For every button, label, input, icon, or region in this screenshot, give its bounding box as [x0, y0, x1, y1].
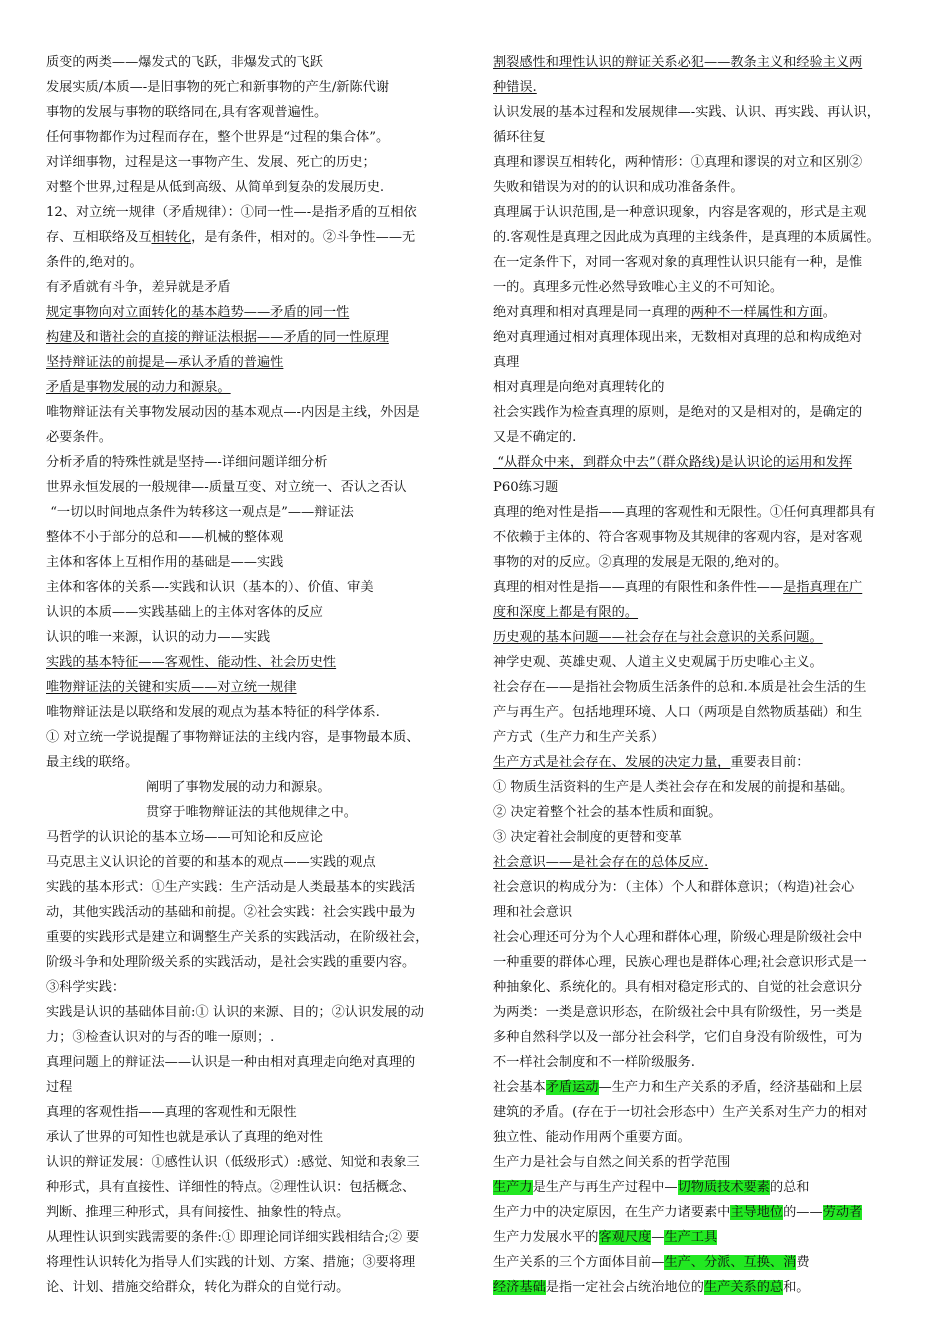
text-segment: 事物的发展与事物的联络同在,具有客观普遍性。: [46, 105, 328, 120]
text-line: [46, 325, 466, 350]
text-segment: 的总和: [769, 1180, 810, 1195]
underlined-text: 规定事物向对立面转化的基本趋势——矛盾的同一性: [46, 305, 350, 320]
underlined-text: 矛盾是事物发展的动力和源泉。: [46, 380, 231, 395]
text-segment: 存、互相联络及互: [46, 230, 152, 245]
text-segment: ① 对立统一学说提醒了事物辩证法的主线内容，是事物最本质、: [46, 730, 420, 745]
text-line: [46, 1150, 466, 1175]
text-line: [46, 1175, 466, 1200]
text-line: [46, 500, 466, 525]
text-segment: 生产力是社会与自然之间关系的哲学范围: [493, 1155, 731, 1170]
text-segment: 最主线的联络。: [46, 755, 139, 770]
text-segment: 认识的辩证发展：①感性认识（低级形式）:感觉、知觉和表象三: [46, 1155, 420, 1170]
text-segment: 整体不小于部分的总和——机械的整体观: [46, 530, 284, 545]
text-line: [46, 550, 466, 575]
text-line: [46, 1050, 466, 1075]
text-line: [493, 800, 913, 825]
text-line: [46, 900, 466, 925]
text-line: [493, 275, 913, 300]
text-segment: 产与再生产。包括地理环境、人口（两项是自然物质基础）和生: [493, 705, 863, 720]
text-segment: 。: [822, 305, 836, 320]
underlined-text: 构建及和谐社会的直接的辩证法根据——矛盾的同一性原理: [46, 330, 389, 345]
text-line: [493, 925, 913, 950]
text-line: [46, 1100, 466, 1125]
text-segment: 质变的两类——爆发式的飞跃，非爆发式的飞跃: [46, 55, 323, 70]
text-line: [493, 775, 913, 800]
text-segment: 主体和客体的关系—-实践和认识（基本的）、价值、审美: [46, 580, 374, 595]
text-segment: 阐明了事物发展的动力和源泉。: [146, 780, 331, 795]
text-segment: —生产力和生产关系的矛盾，经济基础和上层: [598, 1080, 863, 1095]
text-line: [46, 75, 466, 100]
text-segment: 产方式（生产力和生产关系）: [493, 730, 665, 745]
text-segment: 是生产与再生产过程中—: [532, 1180, 678, 1195]
text-segment: 独立性、能动作用两个重要方面。: [493, 1130, 691, 1145]
text-line: [46, 300, 466, 325]
text-line: [46, 250, 466, 275]
left-text-column: [46, 50, 466, 1300]
underlined-text: 实践的基本特征——客观性、能动性、社会历史性: [46, 655, 337, 670]
text-line: [46, 1075, 466, 1100]
text-line: [493, 400, 913, 425]
highlighted-text: 劳动者: [822, 1205, 863, 1220]
text-line: [46, 675, 466, 700]
text-line: [493, 875, 913, 900]
underlined-text: 是指真理在广: [783, 580, 863, 595]
text-line: [493, 575, 913, 600]
text-line: [493, 975, 913, 1000]
text-line: [493, 325, 913, 350]
text-segment: 生产关系的三个方面体目前—: [493, 1255, 665, 1270]
highlighted-text: 生产、分派、互换、消: [664, 1255, 797, 1270]
text-line: [46, 1025, 466, 1050]
text-segment: 绝对真理通过相对真理体现出来，无数相对真理的总和构成绝对: [493, 330, 863, 345]
text-line: [493, 1125, 913, 1150]
text-segment: 事物的对的反应。②真理的发展是无限的,绝对的。: [493, 555, 788, 570]
text-line: [46, 625, 466, 650]
text-line: [493, 650, 913, 675]
text-line: [46, 975, 466, 1000]
right-text-column: [493, 50, 913, 1300]
underlined-text: 生产方式是社会存在、发展的决定力量，: [493, 755, 731, 770]
text-segment: 动，其他实践活动的基础和前提。②社会实践：社会实践中最为: [46, 905, 416, 920]
highlighted-text: 切物质技术要素: [677, 1180, 770, 1195]
underlined-text: 历史观的基本问题——社会存在与社会意识的关系问题。: [493, 630, 823, 645]
text-segment: 判断、推理三种形式，具有间接性、抽象性的特点。: [46, 1205, 350, 1220]
text-segment: 失败和错误为对的的认识和成功准备条件。: [493, 180, 744, 195]
underlined-text: 社会意识——是社会存在的总体反应.: [493, 855, 709, 870]
text-segment: 认识的唯一来源，认识的动力——实践: [46, 630, 271, 645]
text-line: [493, 625, 913, 650]
text-line: [493, 75, 913, 100]
text-segment: 论、计划、措施交给群众，转化为群众的自觉行动。: [46, 1280, 350, 1295]
text-segment: 认识的本质——实践基础上的主体对客体的反应: [46, 605, 323, 620]
text-line: [493, 350, 913, 375]
text-segment: 真理问题上的辩证法——认识是一种由相对真理走向绝对真理的: [46, 1055, 416, 1070]
text-line: [493, 825, 913, 850]
text-line: [46, 100, 466, 125]
text-segment: 马哲学的认识论的基本立场——可知论和反应论: [46, 830, 323, 845]
text-line: [493, 1275, 913, 1300]
text-segment: 种形式，具有直接性、详细性的特点。②理性认识：包括概念、: [46, 1180, 416, 1195]
text-segment: 相对真理是向绝对真理转化的: [493, 380, 665, 395]
text-segment: 建筑的矛盾。(存在于一切社会形态中）生产关系对生产力的相对: [493, 1105, 868, 1120]
highlighted-text: 客观尺度: [598, 1230, 652, 1245]
underlined-text: 割裂感性和理性认识的辩证关系必犯——教条主义和经验主义两: [493, 55, 863, 70]
text-segment: ① 物质生活资料的生产是人类社会存在和发展的前提和基础。: [493, 780, 854, 795]
text-line: [46, 375, 466, 400]
highlighted-text: 生产力: [493, 1180, 533, 1195]
text-segment: 12、对立统一规律（矛盾规律）：①同一性—-是指矛盾的互相依: [46, 205, 417, 220]
text-segment: “一切以时间地点条件为转移这一观点是”——辩证法: [46, 505, 354, 520]
text-segment: 一的。真理多元性必然导致唯心主义的不可知论。: [493, 280, 784, 295]
text-segment: 必要条件。: [46, 430, 112, 445]
text-segment: 理和社会意识: [493, 905, 573, 920]
text-line: [493, 900, 913, 925]
text-segment: 社会意识的构成分为：（主体）个人和群体意识；（构造)社会心: [493, 880, 855, 895]
text-segment: 的.客观性是真理之因此成为真理的主线条件，是真理的本质属性。: [493, 230, 880, 245]
text-segment: 真理的客观性指——真理的客观性和无限性: [46, 1105, 297, 1120]
text-line: [46, 950, 466, 975]
text-segment: 神学史观、英雄史观、人道主义史观属于历史唯心主义。: [493, 655, 823, 670]
text-segment: 真理的相对性是指——真理的有限性和条件性——: [493, 580, 784, 595]
text-segment: 社会存在——是指社会物质生活条件的总和.本质是社会生活的生: [493, 680, 867, 695]
text-line: [493, 300, 913, 325]
text-segment: 生产力中的决定原因，在生产力诸要素中: [493, 1205, 731, 1220]
underlined-text: 相转化: [151, 230, 192, 245]
text-segment: 主体和客体上互相作用的基础是——实践: [46, 555, 284, 570]
text-line: [493, 1025, 913, 1050]
text-line: [46, 850, 466, 875]
text-line: [46, 175, 466, 200]
text-line: [46, 525, 466, 550]
text-line: [493, 475, 913, 500]
text-line: [46, 1000, 466, 1025]
text-line: [493, 1150, 913, 1175]
text-segment: 真理: [493, 355, 520, 370]
underlined-text: 两种不一样属性和方面: [690, 305, 823, 320]
highlighted-text: 经济基础: [493, 1280, 546, 1295]
highlighted-text: 生产关系的总: [704, 1280, 784, 1295]
text-segment: 有矛盾就有斗争，差异就是矛盾: [46, 280, 231, 295]
text-line: [46, 700, 466, 725]
text-segment: 不一样社会制度和不一样阶级服务.: [493, 1055, 696, 1070]
text-line: [493, 1175, 913, 1200]
text-segment: 真理属于认识范围,是一种意识现象，内容是客观的，形式是主观: [493, 205, 867, 220]
text-segment: 任何事物都作为过程而存在，整个世界是“过程的集合体”。: [46, 130, 390, 145]
text-line: [493, 725, 913, 750]
text-segment: 和。: [783, 1280, 810, 1295]
text-line: [493, 375, 913, 400]
text-line: [46, 125, 466, 150]
text-line: [493, 150, 913, 175]
text-segment: ② 决定着整个社会的基本性质和面貌。: [493, 805, 722, 820]
text-line: [46, 425, 466, 450]
underlined-text: 种错误.: [493, 80, 537, 95]
text-segment: 发展实质/本质—-是旧事物的死亡和新事物的产生/新陈代谢: [46, 80, 390, 95]
text-segment: 是指一定社会占统治地位的: [545, 1280, 704, 1295]
text-segment: 分析矛盾的特殊性就是坚持—-详细问题详细分析: [46, 455, 328, 470]
text-line: [46, 400, 466, 425]
text-segment: 社会基本: [493, 1080, 546, 1095]
text-line: [46, 150, 466, 175]
text-segment: 唯物辩证法是以联络和发展的观点为基本特征的科学体系.: [46, 705, 380, 720]
text-segment: 种抽象化、系统化的。具有相对稳定形式的、自觉的社会意识分: [493, 980, 863, 995]
text-line: [493, 175, 913, 200]
text-segment: 对详细事物，过程是这一事物产生、发展、死亡的历史；: [46, 155, 376, 170]
text-line: [493, 950, 913, 975]
text-line: [493, 750, 913, 775]
text-segment: —: [651, 1230, 665, 1245]
text-line: [493, 700, 913, 725]
text-line: [493, 1225, 913, 1250]
text-line: [493, 1000, 913, 1025]
text-line: [493, 1100, 913, 1125]
underlined-text: 坚持辩证法的前提是—承认矛盾的普遍性: [46, 355, 284, 370]
text-line: [46, 1200, 466, 1225]
text-line: [46, 750, 466, 775]
text-segment: 将理性认识转化为指导人们实践的计划、方案、措施；③要将理: [46, 1255, 416, 1270]
text-line: [493, 125, 913, 150]
text-line: [46, 1225, 466, 1250]
text-line: [46, 1275, 466, 1300]
text-line: [46, 450, 466, 475]
highlighted-text: 生产工具: [664, 1230, 718, 1245]
text-line: [493, 850, 913, 875]
underlined-text: 度和深度上都是有限的。: [493, 605, 639, 620]
text-line: [46, 925, 466, 950]
text-line: [493, 250, 913, 275]
text-segment: 重要表目前：: [730, 755, 810, 770]
text-line: [46, 800, 466, 825]
text-line: [493, 50, 913, 75]
text-segment: 社会心理还可分为个人心理和群体心理，阶级心理是阶级社会中: [493, 930, 863, 945]
text-segment: ③科学实践：: [46, 980, 126, 995]
text-segment: 过程: [46, 1080, 73, 1095]
text-segment: 实践是认识的基础体目前:① 认识的来源、目的；②认识发展的动: [46, 1005, 424, 1020]
text-segment: 真理和谬误互相转化，两种情形：①真理和谬误的对立和区别②: [493, 155, 863, 170]
text-line: [493, 1250, 913, 1275]
text-line: [46, 575, 466, 600]
text-segment: ，是有条件，相对的。②斗争性——无: [191, 230, 416, 245]
text-segment: 从理性认识到实践需要的条件:① 即理论同详细实践相结合;② 要: [46, 1230, 420, 1245]
text-line: [493, 1050, 913, 1075]
text-segment: 重要的实践形式是建立和调整生产关系的实践活动，在阶级社会，: [46, 930, 429, 945]
highlighted-text: 主导地位: [730, 1205, 784, 1220]
text-segment: 马克思主义认识论的首要的和基本的观点——实践的观点: [46, 855, 376, 870]
text-line: [493, 550, 913, 575]
text-line: [493, 100, 913, 125]
text-line: [493, 675, 913, 700]
text-line: [493, 525, 913, 550]
text-segment: 社会实践作为检查真理的原则，是绝对的又是相对的，是确定的: [493, 405, 863, 420]
text-segment: 承认了世界的可知性也就是承认了真理的绝对性: [46, 1130, 323, 1145]
text-segment: 不依赖于主体的、符合客观事物及其规律的客观内容，是对客观: [493, 530, 863, 545]
text-segment: 在一定条件下，对同一客观对象的真理性认识只能有一种，是惟: [493, 255, 863, 270]
text-line: [493, 600, 913, 625]
text-segment: 对整个世界,过程是从低到高级、从简单到复杂的发展历史.: [46, 180, 385, 195]
text-segment: 实践的基本形式：①生产实践：生产活动是人类最基本的实践活: [46, 880, 416, 895]
text-segment: 阶级斗争和处理阶级关系的实践活动，是社会实践的重要内容。: [46, 955, 416, 970]
text-line: [493, 1075, 913, 1100]
text-line: [493, 225, 913, 250]
text-segment: 又是不确定的.: [493, 430, 577, 445]
text-line: [46, 1250, 466, 1275]
text-line: [46, 1125, 466, 1150]
text-line: [493, 500, 913, 525]
text-segment: 绝对真理和相对真理是同一真理的: [493, 305, 691, 320]
text-line: [493, 200, 913, 225]
text-segment: 条件的,绝对的。: [46, 255, 143, 270]
text-line: [46, 275, 466, 300]
text-segment: 为两类：一类是意识形态，在阶级社会中具有阶级性，另一类是: [493, 1005, 863, 1020]
text-line: [46, 475, 466, 500]
text-line: [46, 825, 466, 850]
text-line: [46, 775, 466, 800]
text-segment: 唯物辩证法有关事物发展动因的基本观点—-内因是主线，外因是: [46, 405, 420, 420]
text-segment: 贯穿于唯物辩证法的其他规律之中。: [146, 805, 357, 820]
text-segment: ③ 决定着社会制度的更替和变革: [493, 830, 682, 845]
text-segment: 力；③检查认识对的与否的唯一原则；.: [46, 1030, 275, 1045]
underlined-text: “从群众中来，到群众中去”（群众路线)是认识论的运用和发挥: [493, 455, 853, 470]
text-segment: 生产力发展水平的: [493, 1230, 599, 1245]
text-line: [493, 1200, 913, 1225]
text-line: [46, 600, 466, 625]
text-segment: 费: [796, 1255, 810, 1270]
text-segment: 真理的绝对性是指——真理的客观性和无限性。①任何真理都具有: [493, 505, 876, 520]
highlighted-text: 矛盾运动: [545, 1080, 599, 1095]
text-segment: P60练习题: [493, 480, 559, 495]
text-line: [46, 875, 466, 900]
text-line: [46, 350, 466, 375]
text-line: [46, 650, 466, 675]
text-segment: 多种自然科学以及一部分社会科学，它们自身没有阶级性，可为: [493, 1030, 863, 1045]
underlined-text: 唯物辩证法的关键和实质——对立统一规律: [46, 680, 297, 695]
text-segment: 一种重要的群体心理，民族心理也是群体心理;社会意识形式是一: [493, 955, 867, 970]
text-line: [46, 200, 466, 225]
text-segment: 世界永恒发展的一般规律—-质量互变、对立统一、否认之否认: [46, 480, 407, 495]
text-line: [46, 225, 466, 250]
text-segment: 认识发展的基本过程和发展规律—-实践、认识、再实践、再认识，: [493, 105, 880, 120]
text-line: [46, 725, 466, 750]
text-line: [493, 450, 913, 475]
text-segment: 循环往复: [493, 130, 546, 145]
text-line: [493, 425, 913, 450]
text-line: [46, 50, 466, 75]
text-segment: 的——: [783, 1205, 823, 1220]
